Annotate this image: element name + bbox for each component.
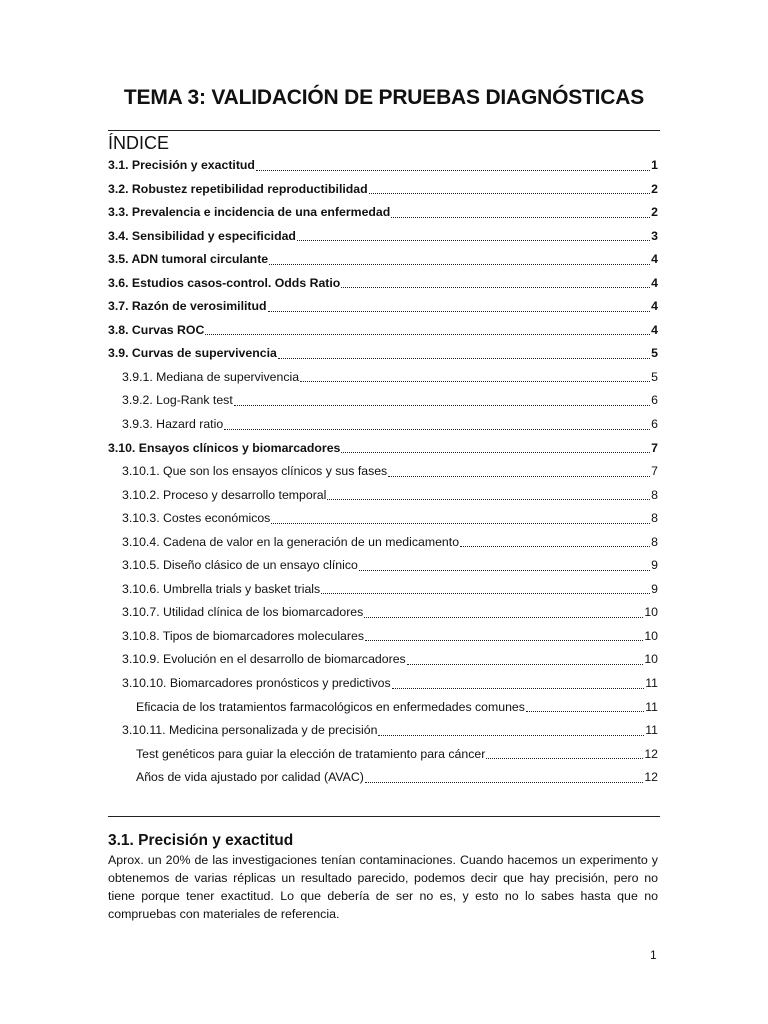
toc-dot-leader — [205, 333, 650, 335]
toc-dot-leader — [271, 522, 650, 524]
toc-entry[interactable] — [108, 154, 658, 178]
toc-entry-text: 3.10.1. Que son los ensayos clínicos y sus fases — [122, 464, 388, 479]
toc-entry[interactable] — [108, 178, 658, 202]
toc-entry-text: 3.2. Robustez repetibilidad reproductibilidad — [108, 181, 368, 196]
toc-dot-leader — [365, 639, 643, 641]
toc-entry[interactable] — [108, 225, 658, 249]
toc-entry[interactable] — [108, 672, 658, 696]
toc-dot-leader — [234, 404, 650, 406]
toc-entry-text: 3.10.3. Costes económicos — [122, 511, 271, 526]
toc-dot-leader — [341, 451, 650, 453]
toc-entry[interactable] — [108, 625, 658, 649]
toc-entry-page: 7 — [651, 440, 658, 455]
page-number: 1 — [650, 948, 657, 962]
toc-dot-leader — [278, 357, 650, 359]
toc-entry-text: 3.6. Estudios casos-control. Odds Ratio — [108, 275, 341, 290]
toc-entry[interactable] — [108, 319, 658, 343]
toc-entry-text: 3.10.7. Utilidad clínica de los biomarcadores — [122, 605, 364, 620]
toc-entry-page: 9 — [651, 581, 658, 596]
toc-entry-page: 7 — [651, 464, 658, 479]
toc-entry-page: 8 — [651, 534, 658, 549]
toc-entry-page: 6 — [651, 393, 658, 408]
toc-entry[interactable] — [108, 342, 658, 366]
toc-entry-page: 4 — [651, 275, 658, 290]
toc-entry-text: 3.4. Sensibilidad y especificidad — [108, 228, 296, 243]
toc-entry-page: 1 — [651, 158, 658, 172]
toc-dot-leader — [364, 616, 643, 618]
toc-dot-leader — [460, 545, 650, 547]
toc-entry[interactable] — [108, 601, 658, 625]
section-body: Aprox. un 20% de las investigaciones tenían contaminaciones. Cuando hacemos un experimento y obtenemos de varias réplicas un resultado parecido, podemos decir que hay precisión, pero no tiene porque tener exactitud. Lo que debería de ser no es, y esto no lo sabes hasta que no compruebas con materiales de referencia. — [108, 853, 658, 921]
toc-entry[interactable] — [108, 719, 658, 743]
toc-entry[interactable] — [108, 437, 658, 461]
toc-dot-leader — [378, 734, 644, 736]
toc-dot-leader — [341, 286, 650, 288]
toc-entry-page: 4 — [651, 252, 658, 267]
toc-entry-text: 3.9.3. Hazard ratio — [122, 417, 224, 432]
toc-dot-leader — [526, 710, 644, 712]
toc-entry[interactable] — [108, 554, 658, 578]
toc-entry-text: 3.9.2. Log-Rank test — [122, 393, 233, 408]
toc-entry-page: 11 — [645, 676, 658, 691]
section-heading: 3.1. Precisión y exactitud — [108, 832, 294, 849]
toc-entry-page: 3 — [651, 228, 658, 243]
toc-entry-text: 3.10.2. Proceso y desarrollo temporal — [122, 487, 327, 502]
toc-entry-text: 3.8. Curvas ROC — [108, 322, 205, 337]
toc-dot-leader — [300, 380, 650, 382]
toc-entry-text: 3.10.10. Biomarcadores pronósticos y predictivos — [122, 676, 391, 691]
toc-dot-leader — [391, 216, 650, 218]
toc-entry[interactable] — [108, 366, 658, 390]
toc-entry-page: 12 — [644, 770, 658, 785]
toc-entry[interactable] — [108, 295, 658, 319]
toc-entry-text: 3.10.4. Cadena de valor en la generación de un medicamento — [122, 534, 460, 549]
toc-entry[interactable] — [108, 201, 658, 225]
toc-entry-page: 5 — [651, 346, 658, 361]
toc-entry-text: 3.10.8. Tipos de biomarcadores moleculares — [122, 628, 364, 643]
toc-entry-text: 3.10.5. Diseño clásico de un ensayo clínico — [122, 558, 358, 573]
toc-entry[interactable] — [108, 507, 658, 531]
toc-entry-page: 2 — [651, 205, 658, 220]
toc-entry[interactable] — [108, 766, 658, 790]
toc-dot-leader — [224, 428, 650, 430]
toc-entry-text: Eficacia de los tratamientos farmacológicos en enfermedades comunes — [136, 699, 525, 714]
toc-entry[interactable] — [108, 248, 658, 272]
toc-dot-leader — [407, 663, 644, 665]
toc-entry-text: 3.10. Ensayos clínicos y biomarcadores — [108, 440, 341, 455]
table-of-contents — [108, 154, 658, 790]
index-top-rule — [108, 130, 660, 131]
toc-entry-text: 3.9. Curvas de supervivencia — [108, 346, 277, 361]
toc-entry[interactable] — [108, 578, 658, 602]
toc-dot-leader — [486, 757, 643, 759]
toc-entry-page: 10 — [644, 605, 658, 620]
toc-dot-leader — [369, 192, 651, 194]
toc-entry-text: 3.5. ADN tumoral circulante — [108, 252, 269, 267]
toc-entry-text: 3.1. Precisión y exactitud — [108, 158, 255, 172]
toc-entry[interactable] — [108, 389, 658, 413]
toc-entry-text: 3.10.6. Umbrella trials y basket trials — [122, 581, 321, 596]
toc-dot-leader — [268, 310, 651, 312]
toc-dot-leader — [365, 781, 643, 783]
toc-entry[interactable] — [108, 413, 658, 437]
document-title: TEMA 3: VALIDACIÓN DE PRUEBAS DIAGNÓSTICAS — [123, 86, 645, 109]
toc-entry-page: 8 — [651, 511, 658, 526]
toc-entry-page: 11 — [645, 699, 658, 714]
toc-entry-page: 10 — [644, 652, 658, 667]
toc-entry-page: 5 — [651, 369, 658, 384]
toc-entry-page: 4 — [651, 322, 658, 337]
toc-dot-leader — [388, 475, 650, 477]
toc-entry-page: 9 — [651, 558, 658, 573]
toc-dot-leader — [392, 687, 645, 689]
toc-entry-text: 3.10.11. Medicina personalizada y de precisión — [122, 723, 378, 738]
toc-entry-text: 3.10.9. Evolución en el desarrollo de biomarcadores — [122, 652, 406, 667]
toc-entry-page: 6 — [651, 417, 658, 432]
toc-entry[interactable] — [108, 531, 658, 555]
toc-dot-leader — [256, 169, 650, 171]
toc-dot-leader — [297, 239, 650, 241]
toc-entry-text: 3.9.1. Mediana de supervivencia — [122, 369, 300, 384]
toc-entry-page: 2 — [651, 181, 658, 196]
toc-entry-page: 4 — [651, 299, 658, 314]
toc-entry-text: Años de vida ajustado por calidad (AVAC) — [136, 770, 364, 785]
toc-dot-leader — [321, 592, 650, 594]
toc-entry-page: 12 — [644, 746, 658, 761]
toc-entry[interactable] — [108, 460, 658, 484]
index-bottom-rule — [108, 816, 660, 817]
toc-entry-page: 8 — [651, 487, 658, 502]
toc-entry[interactable] — [108, 484, 658, 508]
index-heading: ÍNDICE — [108, 133, 170, 153]
toc-entry-page: 11 — [645, 723, 658, 738]
toc-entry[interactable] — [108, 696, 658, 720]
toc-entry-page: 10 — [644, 628, 658, 643]
toc-entry-text: 3.3. Prevalencia e incidencia de una enfermedad — [108, 205, 391, 220]
toc-entry[interactable] — [108, 648, 658, 672]
toc-dot-leader — [327, 498, 650, 500]
toc-entry[interactable] — [108, 743, 658, 767]
toc-dot-leader — [359, 569, 650, 571]
toc-entry-text: Test genéticos para guiar la elección de tratamiento para cáncer — [136, 746, 486, 761]
toc-entry-text: 3.7. Razón de verosimilitud — [108, 299, 267, 314]
toc-dot-leader — [269, 263, 650, 265]
toc-entry[interactable] — [108, 272, 658, 296]
